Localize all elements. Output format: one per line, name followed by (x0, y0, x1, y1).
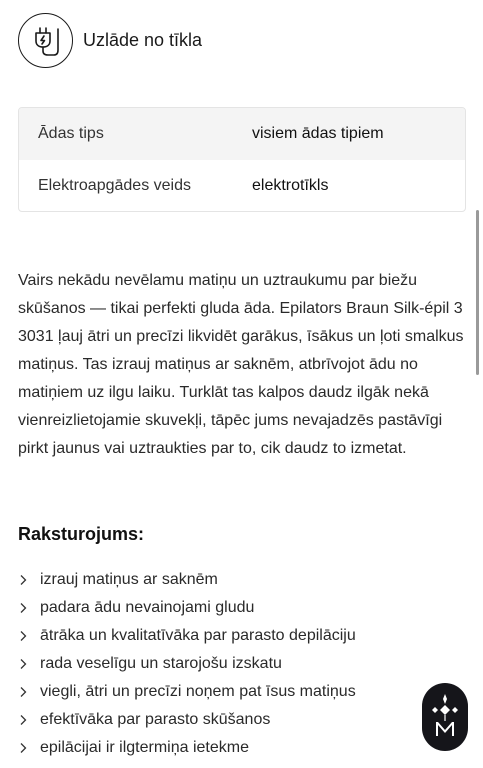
list-item-label: izrauj matiņus ar saknēm (40, 571, 218, 588)
spec-table (18, 107, 466, 212)
spec-key: Elektroapgādes veids (38, 177, 191, 194)
feature-label: Uzlāde no tīkla (83, 30, 203, 50)
product-description: Vairs nekādu nevēlamu matiņu un uztraukumu par biežu skūšanos — tikai perfekti gluda āda. Epilators Braun Silk-épil 3 3031 ļauj ātri un precīzi likvidēt garākus, īsākus un ļoti smalkus matiņus. Tas izrauj matiņus ar saknēm, atbrīvojot ādu no matiņiem uz ilgu laiku. Turklāt tas kalpos daudz ilgāk nekā vienreizlietojamie skuvekļi, tāpēc jums nevajadzēs pastāvīgi pirkt jaunus vai uztraukties par to, cik daudz to izmetat. (18, 272, 464, 457)
spec-value: elektrotīkls (252, 177, 329, 194)
chevron-right-icon (18, 602, 28, 614)
list-item (18, 678, 356, 706)
chevron-right-icon (18, 742, 28, 754)
brand-badge-button[interactable] (422, 683, 468, 751)
list-item-label: epilācijai ir ilgtermiņa ietekme (40, 739, 249, 756)
list-item (18, 706, 356, 734)
chevron-right-icon (18, 658, 28, 670)
scrollbar[interactable] (476, 210, 479, 375)
brand-logo-icon (431, 692, 459, 743)
chevron-right-icon (18, 714, 28, 726)
chevron-right-icon (18, 630, 28, 642)
spec-row (19, 160, 465, 212)
list-item (18, 566, 356, 594)
list-item-label: rada veselīgu un starojošu izskatu (40, 655, 282, 672)
list-item (18, 734, 356, 762)
list-item (18, 650, 356, 678)
list-item (18, 622, 356, 650)
features-list (18, 566, 356, 762)
power-feature (18, 13, 202, 68)
chevron-right-icon (18, 574, 28, 586)
features-heading: Raksturojums: (18, 524, 145, 544)
spec-key: Ādas tips (38, 125, 104, 142)
list-item-label: efektīvāka par parasto skūšanos (40, 711, 271, 728)
list-item-label: ātrāka un kvalitatīvāka par parasto depilāciju (40, 627, 356, 644)
spec-row (19, 108, 465, 160)
spec-value: visiem ādas tipiem (252, 125, 384, 142)
list-item-label: viegli, ātri un precīzi noņem pat īsus matiņus (40, 683, 356, 700)
list-item-label: padara ādu nevainojami gludu (40, 599, 255, 616)
list-item (18, 594, 356, 622)
chevron-right-icon (18, 686, 28, 698)
plug-charging-icon (18, 13, 73, 68)
